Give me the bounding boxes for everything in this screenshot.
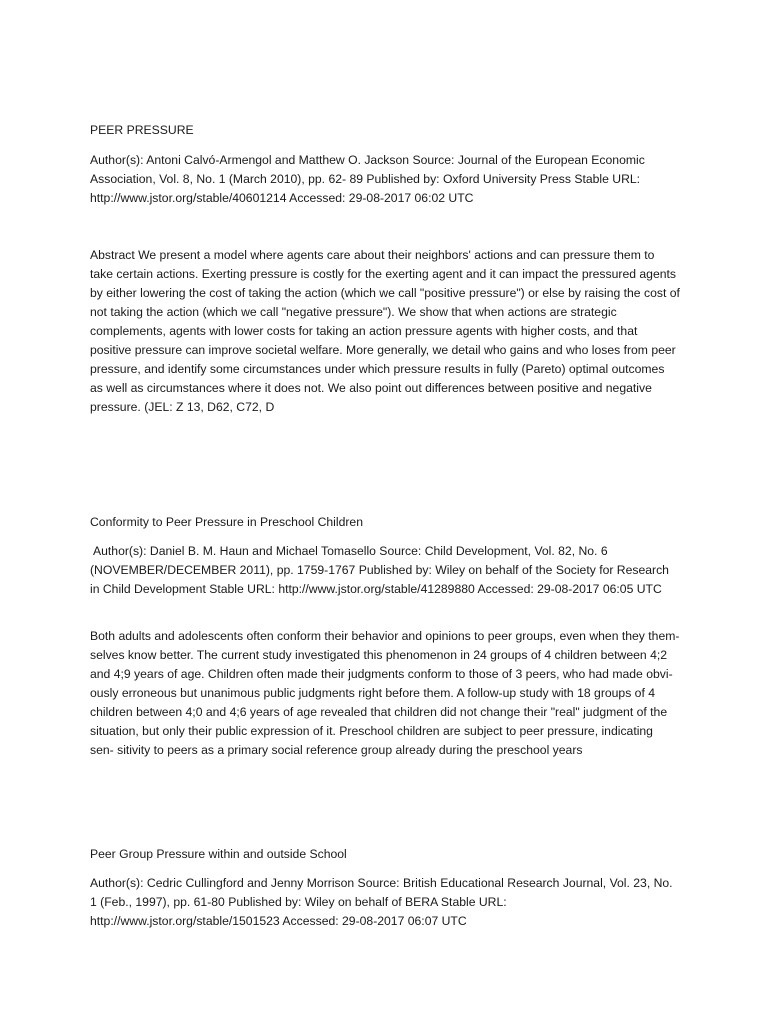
section-title: Peer Group Pressure within and outside School bbox=[90, 847, 347, 861]
abstract-paragraph: Both adults and adolescents often conform their behavior and opinions to peer groups, even when they them- selves know better. The current study investigated this phenomenon in 24 groups of 4 children between 4;2 and 4;9 years of age. Children often made their judgments conform to those of 3 peers, who had made obvi- ously erroneous but unanimous public judgments right before them. A follow-up study with 18 groups of 4 children between 4;0 and 4;6 years of age revealed that children did not change their "real" judgment of the situation, but only their public expression of it. Preschool children are subject to peer pressure, indicating sen- sitivity to peers as a primary social reference group already during the preschool years bbox=[90, 629, 680, 757]
section-title: Conformity to Peer Pressure in Preschool Children bbox=[90, 515, 363, 529]
citation-metadata: Author(s): Cedric Cullingford and Jenny Morrison Source: British Educational Research Journal, Vol. 23, No. 1 (Feb., 1997), pp. 61-80 Published by: Wiley on behalf of BERA Stable URL: http://www.jstor.org/stable/1501523 Accessed: 29-08-2017 06:07 UTC bbox=[90, 876, 673, 928]
section-title: PEER PRESSURE bbox=[90, 123, 194, 137]
abstract-paragraph: Abstract We present a model where agents care about their neighbors' actions and can pressure them to take certain actions. Exerting pressure is costly for the exerting agent and it can impact the pressured agents by either lowering the cost of taking the action (which we call "positive pressure") or else by raising the cost of not taking the action (which we call "negative pressure"). We show that when actions are strategic complements, agents with lower costs for taking an action pressure agents with higher costs, and that positive pressure can improve societal welfare. More generally, we detail who gains and who loses from peer pressure, and identify some circumstances under which pressure results in fully (Pareto) optimal outcomes as well as circumstances where it does not. We also point out differences between positive and negative pressure. (JEL: Z 13, D62, C72, D bbox=[90, 248, 680, 414]
citation-metadata: Author(s): Antoni Calvó-Armengol and Matthew O. Jackson Source: Journal of the European Economic Association, Vol. 8, No. 1 (March 2010), pp. 62- 89 Published by: Oxford University Press Stable URL: http://www.jstor.org/stable/40601214 Accessed: 29-08-2017 06:02 UTC bbox=[90, 153, 645, 205]
citation-metadata: Author(s): Daniel B. M. Haun and Michael Tomasello Source: Child Development, Vol. 82, No. 6 (NOVEMBER/DECEMBER 2011), pp. 1759-1767 Published by: Wiley on behalf of the Society for Research in Child Development Stable URL: http://www.jstor.org/stable/41289880 Accessed: 29-08-2017 06:05 UTC bbox=[90, 544, 669, 596]
